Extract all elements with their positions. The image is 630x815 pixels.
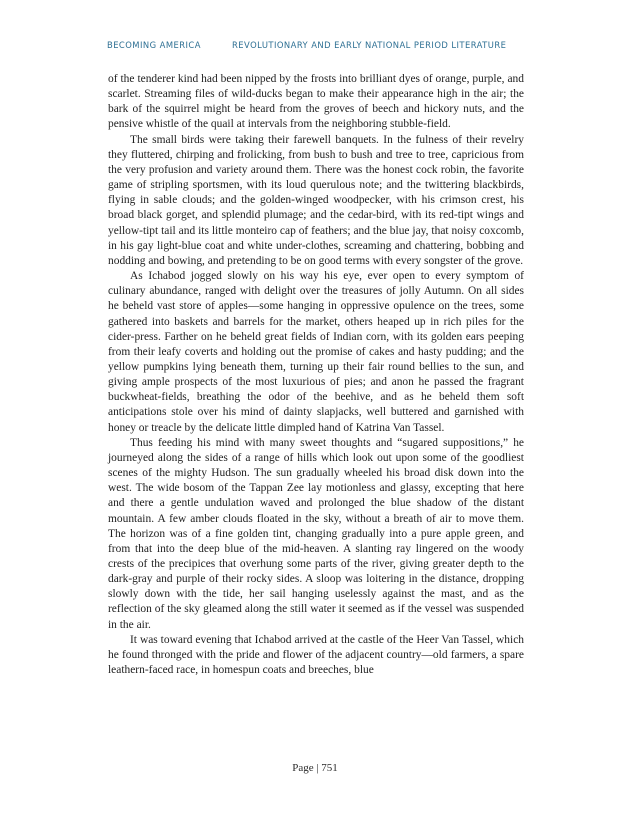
paragraph-toward-evening: It was toward evening that Ichabod arrived at the castle of the Heer Van Tassel, which he found thronged with the pride and flower of the adjacent country—old farmers, a spare leathern-faced race, in homespun coats and breeches, blue — [108, 633, 524, 677]
paragraph-feeding-his-mind: Thus feeding his mind with many sweet thoughts and “sugared suppositions,” he journeyed along the sides of a range of hills which look out upon some of the goodliest scenes of the mighty Hudson. The sun gradually wheeled his broad disk down into the west. The wide bosom of the Tappan Zee lay motionless and glassy, excepting that here and there a gentle undulation waved and prolonged the blue shadow of the distant mountain. A few amber clouds floated in the sky, without a breath of air to move them. The horizon was of a fine golden tint, changing gradually into a pure apple green, and from that into the deep blue of the mid-heaven. A slanting ray lingered on the woody crests of the precipices that overhung some parts of the river, giving greater depth to the dark-gray and purple of their rocky sides. A sloop was loitering in the distance, dropping slowly down with the tide, her sail hanging uselessly against the mast, and as the reflection of the sky gleamed along the still water it seemed as if the vessel was suspended in the air. — [108, 436, 524, 631]
paragraph-ichabod-jogged: As Ichabod jogged slowly on his way his eye, ever open to every symptom of culinary abundance, ranged with delight over the treasures of jolly Autumn. On all sides he beheld vast store of apples—some hanging in oppressive opulence on the trees, some gathered into baskets and barrels for the market, others heaped up in rich piles for the cider-press. Farther on he beheld great fields of Indian corn, with its golden ears peeping from their leafy coverts and holding out the promise of cakes and hasty pudding; and the yellow pumpkins lying beneath them, turning up their fair round bellies to the sun, and giving ample prospects of the most luxurious of pies; and anon he passed the fragrant buckwheat-fields, breathing the odor of the beehive, and as he beheld them soft anticipations stole over his mind of dainty slapjacks, well buttered and garnished with honey or treacle by the delicate little dimpled hand of Katrina Van Tassel. — [108, 270, 524, 434]
paragraph-continued: of the tenderer kind had been nipped by the frosts into brilliant dyes of orange, purple, and scarlet. Streaming files of wild-ducks began to make their appearance high in the air; the bark of the squirrel might be heard from the groves of beech and hickory nuts, and the pensive whistle of the quail at intervals from the neighboring stubble-field. — [108, 73, 524, 131]
running-header — [107, 40, 527, 50]
body-text — [108, 72, 524, 678]
running-header-book-title: BECOMING AMERICA — [107, 40, 201, 50]
running-header-section-title: REVOLUTIONARY AND EARLY NATIONAL PERIOD LITERATURE — [232, 40, 507, 50]
paragraph-small-birds: The small birds were taking their farewell banquets. In the fulness of their revelry they fluttered, chirping and frolicking, from bush to bush and tree to tree, capricious from the very profusion and variety around them. There was the honest cock robin, the favorite game of stripling sportsmen, with its loud querulous note; and the twittering blackbirds, flying in sable clouds; and the golden-winged woodpecker, with his crimson crest, his broad black gorget, and splendid plumage; and the cedar-bird, with its red-tipt wings and yellow-tipt tail and its little monteiro cap of feathers; and the blue jay, that noisy coxcomb, in his gay light-blue coat and white under-clothes, screaming and chattering, bobbing and nodding and bowing, and pretending to be on good terms with every songster of the grove. — [108, 133, 524, 267]
page-number: Page | 751 — [292, 762, 338, 774]
